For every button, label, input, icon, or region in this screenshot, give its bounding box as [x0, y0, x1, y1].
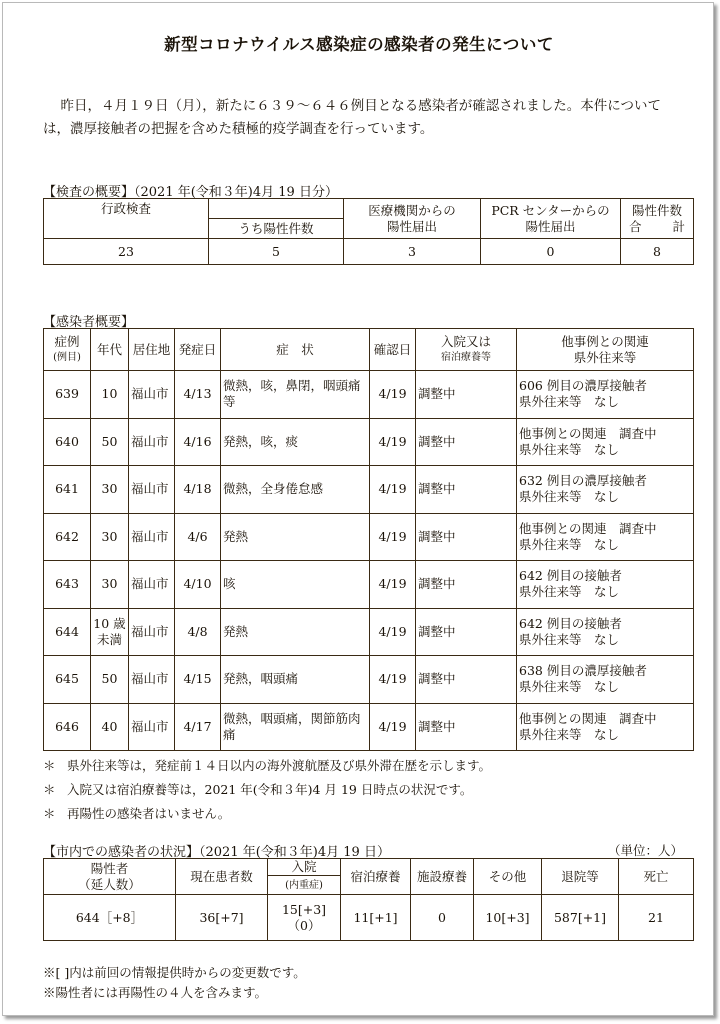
case-number: 641	[44, 466, 91, 514]
inspection-heading: 【検査の概要】（2021 年(令和３年)4月 19 日分）	[43, 185, 338, 200]
status-unit: （単位：人）	[607, 843, 683, 858]
admin-header: 行政検査	[44, 199, 209, 219]
case-number: 643	[44, 561, 91, 609]
age: 50	[91, 656, 129, 704]
hospital-status: 調整中	[416, 371, 517, 419]
onset-date: 4/8	[175, 608, 221, 656]
related-info: 642 例目の接触者 県外往来等 なし	[517, 561, 694, 609]
residence: 福山市	[129, 608, 175, 656]
document-page	[2, 2, 714, 1016]
symptoms: 微熱，咽頭痛，関節筋肉痛	[221, 703, 370, 751]
case-number: 639	[44, 371, 91, 419]
symptoms: 発熱，咽頭痛	[221, 656, 370, 704]
age: 10	[91, 371, 129, 419]
age: 40	[91, 703, 129, 751]
onset-date: 4/17	[175, 703, 221, 751]
onset-date: 4/15	[175, 656, 221, 704]
case-number: 645	[44, 656, 91, 704]
table-row	[44, 561, 694, 609]
pcr-header: PCR センターからの 陽性届出	[481, 199, 621, 239]
table-row	[44, 608, 694, 656]
onset-date: 4/6	[175, 513, 221, 561]
cases-table	[43, 328, 694, 751]
facility-value: 0	[411, 895, 474, 941]
hospital-status: 調整中	[416, 703, 517, 751]
confirmed-date: 4/19	[370, 608, 416, 656]
discharged-value: 587[+1]	[542, 895, 619, 941]
pcr-value: 0	[481, 239, 621, 265]
confirmed-date: 4/19	[370, 703, 416, 751]
col-hospital: 入院又は 宿泊療養等	[416, 329, 517, 371]
table-row	[44, 418, 694, 466]
hospital-status: 調整中	[416, 418, 517, 466]
onset-date: 4/10	[175, 561, 221, 609]
symptoms: 発熱，咳，痰	[221, 418, 370, 466]
col-symptoms: 症 状	[221, 329, 370, 371]
case-note-3: ＊ 再陽性の感染者はいません。	[43, 806, 231, 821]
case-note-2: ＊ 入院又は宿泊療養等は，2021 年(令和３年)4 月 19 日時点の状況です。	[43, 782, 473, 797]
case-number: 644	[44, 608, 91, 656]
other-value: 10[+3]	[474, 895, 542, 941]
case-number: 642	[44, 513, 91, 561]
related-info: 他事例との関連 調査中 県外往来等 なし	[517, 418, 694, 466]
admin-spacer	[209, 199, 344, 219]
medical-header: 医療機関からの 陽性届出	[344, 199, 481, 239]
status-table	[43, 858, 694, 941]
age: 50	[91, 418, 129, 466]
admin-positive-header: うち陽性件数	[209, 219, 344, 239]
confirmed-date: 4/19	[370, 656, 416, 704]
death-header: 死亡	[619, 859, 694, 895]
case-note-1: ＊ 県外往来等は，発症前１４日以内の海外渡航歴及び県外滞在歴を示します。	[43, 758, 492, 773]
related-info: 他事例との関連 調査中 県外往来等 なし	[517, 703, 694, 751]
symptoms: 発熱	[221, 513, 370, 561]
col-age: 年代	[91, 329, 129, 371]
severe-header: (内重症)	[268, 876, 341, 895]
col-case: 症例 (例目)	[44, 329, 91, 371]
table-row	[44, 703, 694, 751]
total-value: 8	[621, 239, 694, 265]
table-row	[44, 466, 694, 514]
inspection-table	[43, 198, 694, 265]
hospital-value: 15[+3] （0）	[268, 895, 341, 941]
hospital-status: 調整中	[416, 561, 517, 609]
confirmed-date: 4/19	[370, 466, 416, 514]
table-row	[44, 656, 694, 704]
confirmed-date: 4/19	[370, 513, 416, 561]
symptoms: 発熱	[221, 608, 370, 656]
cases-heading: 【感染者概要】	[43, 315, 135, 330]
residence: 福山市	[129, 513, 175, 561]
hospital-status: 調整中	[416, 608, 517, 656]
residence: 福山市	[129, 703, 175, 751]
related-info: 606 例目の濃厚接触者 県外往来等 なし	[517, 371, 694, 419]
hotel-header: 宿泊療養	[341, 859, 411, 895]
medical-value: 3	[344, 239, 481, 265]
residence: 福山市	[129, 561, 175, 609]
residence: 福山市	[129, 418, 175, 466]
confirmed-date: 4/19	[370, 561, 416, 609]
symptoms: 咳	[221, 561, 370, 609]
confirmed-date: 4/19	[370, 418, 416, 466]
status-heading: 【市内での感染者の状況】（2021 年(令和３年)4月 19 日）	[43, 845, 390, 860]
table-row	[44, 513, 694, 561]
discharged-header: 退院等	[542, 859, 619, 895]
total-header: 陽性件数 合 計	[621, 199, 694, 239]
current-header: 現在患者数	[176, 859, 268, 895]
hotel-value: 11[+1]	[341, 895, 411, 941]
age: 30	[91, 561, 129, 609]
related-info: 642 例目の接触者 県外往来等 なし	[517, 608, 694, 656]
other-header: その他	[474, 859, 542, 895]
facility-header: 施設療養	[411, 859, 474, 895]
hospital-status: 調整中	[416, 466, 517, 514]
hospital-status: 調整中	[416, 513, 517, 561]
residence: 福山市	[129, 371, 175, 419]
symptoms: 微熱，咳，鼻閉，咽頭痛等	[221, 371, 370, 419]
status-note-1: ※[ ]内は前回の情報提供時からの変更数です。	[43, 965, 306, 980]
onset-date: 4/13	[175, 371, 221, 419]
hospital-header: 入院	[268, 859, 341, 876]
col-residence: 居住地	[129, 329, 175, 371]
residence: 福山市	[129, 656, 175, 704]
related-info: 他事例との関連 調査中 県外往来等 なし	[517, 513, 694, 561]
positive-header: 陽性者 （延人数）	[44, 859, 176, 895]
onset-date: 4/18	[175, 466, 221, 514]
hospital-status: 調整中	[416, 656, 517, 704]
onset-date: 4/16	[175, 418, 221, 466]
related-info: 632 例目の濃厚接触者 県外往来等 なし	[517, 466, 694, 514]
status-note-2: ※陽性者には再陽性の４人を含みます。	[43, 985, 268, 1000]
age: 30	[91, 513, 129, 561]
death-value: 21	[619, 895, 694, 941]
positive-value: 644［+8］	[44, 895, 176, 941]
case-number: 646	[44, 703, 91, 751]
age: 30	[91, 466, 129, 514]
table-row	[44, 371, 694, 419]
page-title: 新型コロナウイルス感染症の感染者の発生について	[164, 35, 554, 54]
symptoms: 微熱，全身倦怠感	[221, 466, 370, 514]
admin-blank	[44, 219, 209, 239]
intro-paragraph: 昨日，４月１９日（月），新たに６３９～６４６例目となる感染者が確認されました。本件については，濃厚接触者の把握を含めた積極的疫学調査を行っています。	[43, 98, 662, 137]
admin-value: 23	[44, 239, 209, 265]
residence: 福山市	[129, 466, 175, 514]
confirmed-date: 4/19	[370, 371, 416, 419]
col-confirmed: 確認日	[370, 329, 416, 371]
case-number: 640	[44, 418, 91, 466]
admin-positive-value: 5	[209, 239, 344, 265]
col-related: 他事例との関連 県外往来等	[517, 329, 694, 371]
current-value: 36[+7]	[176, 895, 268, 941]
related-info: 638 例目の濃厚接触者 県外往来等 なし	[517, 656, 694, 704]
col-onset: 発症日	[175, 329, 221, 371]
age: 10 歳未満	[91, 608, 129, 656]
